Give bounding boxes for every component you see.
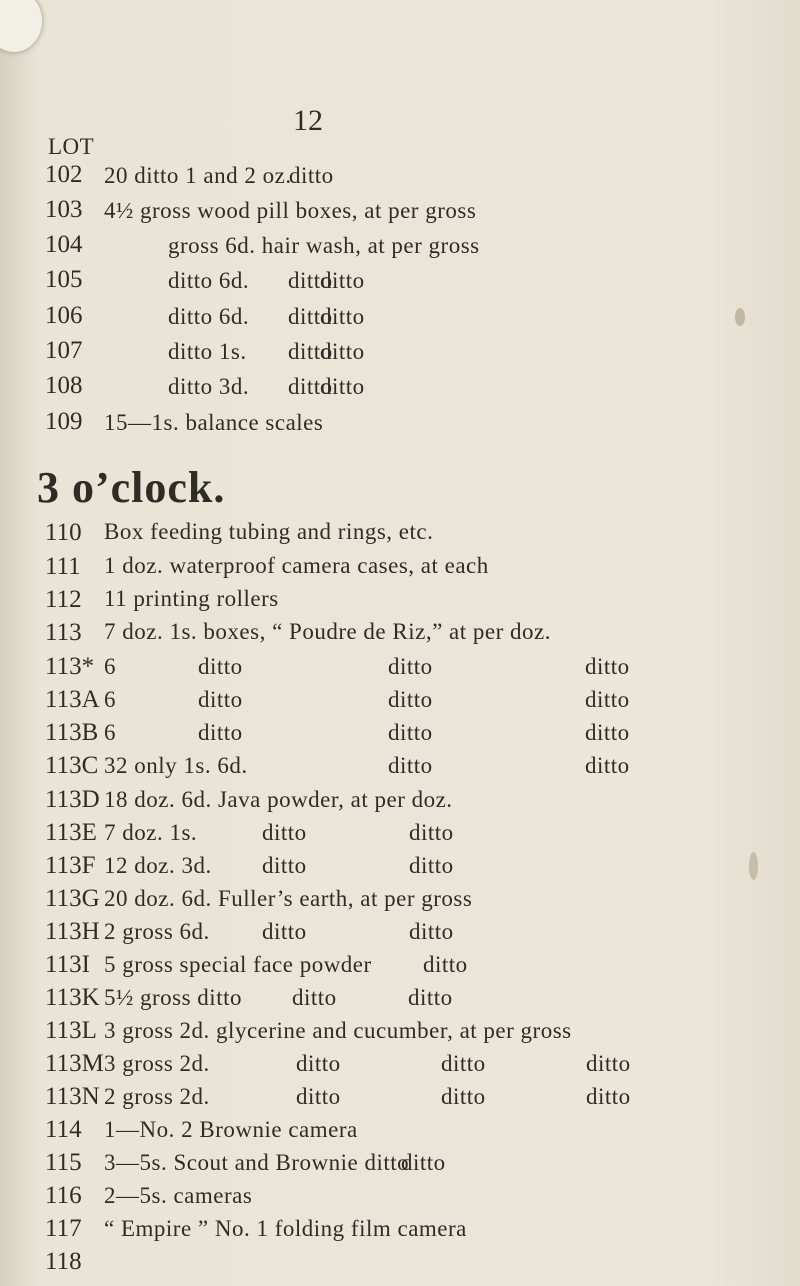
lot-description: 2 gross 6d. [104, 919, 210, 944]
lot-ditto: ditto [441, 1084, 486, 1109]
lot-description: 12 doz. 3d. [104, 853, 212, 878]
lot-number: 113I [45, 951, 90, 978]
lot-number: 107 [45, 337, 83, 364]
lot-number: 104 [45, 231, 83, 258]
lot-number: 111 [45, 553, 81, 580]
lot-ditto: ditto [289, 163, 334, 188]
lot-ditto: ditto [401, 1150, 446, 1175]
lot-description: 6 [104, 654, 116, 679]
lot-description: 11 printing rollers [104, 586, 279, 611]
lot-number: 113D [45, 786, 100, 813]
lot-ditto: ditto [441, 1051, 486, 1076]
lot-number: 113E [45, 819, 97, 846]
lot-description: Box feeding tubing and rings, etc. [104, 519, 434, 544]
lot-description: 3 gross 2d. [104, 1051, 210, 1076]
paper-stain-top-left [0, 0, 42, 52]
lot-number: 112 [45, 586, 82, 613]
lot-description: 6 [104, 687, 116, 712]
lot-ditto: ditto [409, 919, 454, 944]
lot-number: 115 [45, 1149, 82, 1176]
lot-number: 118 [45, 1248, 82, 1275]
lot-description: 4½ gross wood pill boxes, at per gross [104, 198, 477, 223]
lot-ditto: ditto [320, 339, 365, 364]
lot-ditto: ditto [198, 654, 243, 679]
lot-ditto: ditto [296, 1051, 341, 1076]
lot-description: gross 6d. hair wash, at per gross [168, 233, 480, 258]
lot-number: 113 [45, 619, 82, 646]
lot-description: 3 gross 2d. glycerine and cucumber, at per gross [104, 1018, 572, 1043]
lot-description: 2 gross 2d. [104, 1084, 210, 1109]
lot-ditto: ditto [408, 985, 453, 1010]
lot-number: 113K [45, 984, 100, 1011]
lot-ditto: ditto [296, 1084, 341, 1109]
lot-ditto: ditto [288, 374, 333, 399]
lot-number: 102 [45, 161, 83, 188]
lot-ditto: ditto [585, 687, 630, 712]
lot-number: 113B [45, 719, 99, 746]
lot-description: ditto 1s. [168, 339, 247, 364]
lot-ditto: ditto [198, 687, 243, 712]
lot-description: 20 doz. 6d. Fuller’s earth, at per gross [104, 886, 473, 911]
lot-number: 105 [45, 266, 83, 293]
page-number: 12 [293, 104, 323, 137]
lot-ditto: ditto [409, 820, 454, 845]
lot-ditto: ditto [198, 720, 243, 745]
lot-ditto: ditto [409, 853, 454, 878]
lot-ditto: ditto [320, 374, 365, 399]
lot-description: “ Empire ” No. 1 folding film camera [104, 1216, 467, 1241]
lot-ditto: ditto [586, 1051, 631, 1076]
lot-description: 1 doz. waterproof camera cases, at each [104, 553, 489, 578]
lot-number: 113* [45, 653, 95, 680]
lot-ditto: ditto [262, 853, 307, 878]
lot-ditto: ditto [292, 985, 337, 1010]
lot-ditto: ditto [262, 820, 307, 845]
lot-description: 3—5s. Scout and Brownie ditto [104, 1150, 410, 1175]
lot-number: 106 [45, 302, 83, 329]
lot-number: 108 [45, 372, 83, 399]
lot-description: ditto 3d. [168, 374, 250, 399]
lot-description: 7 doz. 1s. [104, 820, 198, 845]
lot-number: 109 [45, 408, 83, 435]
lot-ditto: ditto [320, 268, 365, 293]
lot-description: 15—1s. balance scales [104, 410, 324, 435]
lot-description: ditto 6d. [168, 304, 250, 329]
lot-number: 103 [45, 196, 83, 223]
lot-ditto: ditto [288, 304, 333, 329]
lot-column-header: LOT [48, 134, 95, 159]
lot-ditto: ditto [585, 654, 630, 679]
lot-ditto: ditto [388, 687, 433, 712]
lot-number: 113C [45, 752, 99, 779]
lot-number: 113L [45, 1017, 97, 1044]
lot-ditto: ditto [423, 952, 468, 977]
paper-stain-right-upper [735, 308, 745, 326]
lot-description: 5½ gross ditto [104, 985, 242, 1010]
lot-description: ditto 6d. [168, 268, 250, 293]
paper-stain-right-lower [749, 852, 758, 880]
lot-ditto: ditto [288, 268, 333, 293]
lot-number: 116 [45, 1182, 82, 1209]
lot-ditto: ditto [586, 1084, 631, 1109]
section-heading: 3 o’clock. [37, 463, 226, 512]
lot-number: 113A [45, 686, 100, 713]
lot-description: 2—5s. cameras [104, 1183, 253, 1208]
lot-number: 113F [45, 852, 96, 879]
lot-description: 32 only 1s. 6d. [104, 753, 248, 778]
lot-description: 6 [104, 720, 116, 745]
lot-ditto: ditto [585, 720, 630, 745]
lot-ditto: ditto [262, 919, 307, 944]
lot-number: 114 [45, 1116, 82, 1143]
lot-ditto: ditto [288, 339, 333, 364]
lot-ditto: ditto [388, 720, 433, 745]
lot-number: 113M [45, 1050, 104, 1077]
lot-ditto: ditto [585, 753, 630, 778]
lot-number: 110 [45, 519, 82, 546]
lot-number: 117 [45, 1215, 82, 1242]
lot-ditto: ditto [320, 304, 365, 329]
lot-description: 18 doz. 6d. Java powder, at per doz. [104, 787, 453, 812]
lot-number: 113H [45, 918, 100, 945]
lot-description: 5 gross special face powder [104, 952, 372, 977]
lot-description: 20 ditto 1 and 2 oz. [104, 163, 292, 188]
lot-description: 1—No. 2 Brownie camera [104, 1117, 358, 1142]
lot-number: 113N [45, 1083, 100, 1110]
lot-description: 7 doz. 1s. boxes, “ Poudre de Riz,” at per doz. [104, 619, 551, 644]
lot-ditto: ditto [388, 753, 433, 778]
lot-ditto: ditto [388, 654, 433, 679]
lot-number: 113G [45, 885, 100, 912]
